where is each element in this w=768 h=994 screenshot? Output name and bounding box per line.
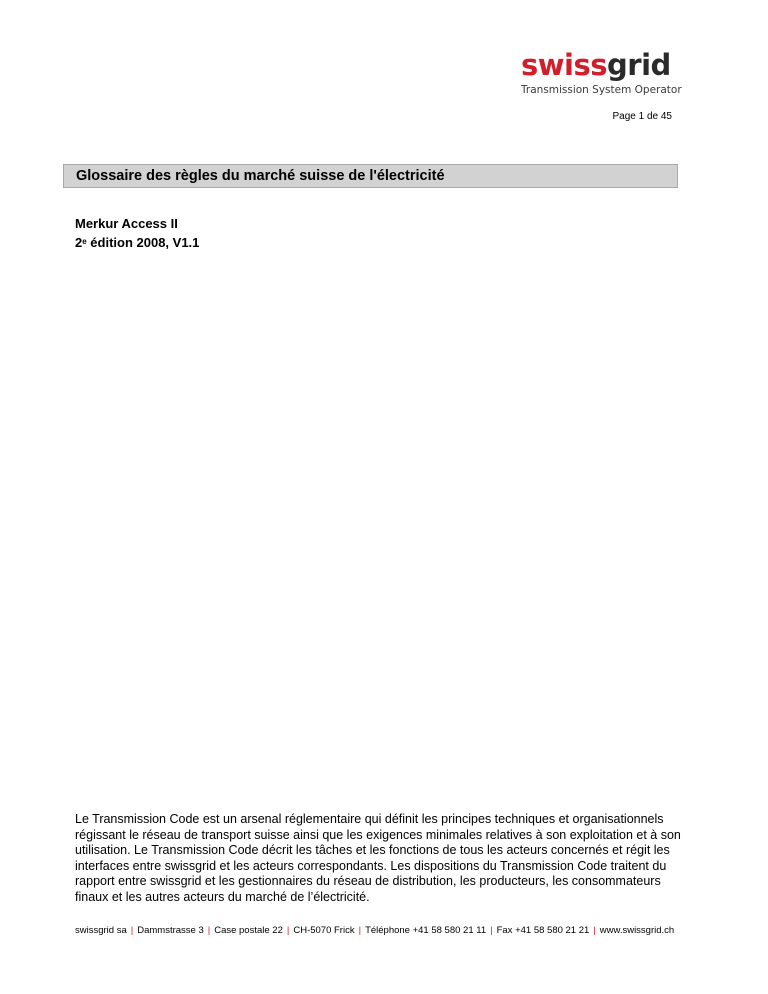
- footer-company: swissgrid sa: [75, 925, 127, 936]
- footer-separator: |: [358, 925, 362, 936]
- footer-separator: |: [130, 925, 134, 936]
- title-bar: [63, 164, 678, 188]
- footer-separator: |: [286, 925, 290, 936]
- edition-superscript: e: [82, 237, 87, 246]
- footer-separator: |: [593, 925, 596, 936]
- swissgrid-logo: [521, 49, 682, 96]
- footer: [75, 925, 674, 936]
- edition-text: édition 2008, V1.1: [86, 235, 200, 250]
- edition-number: 2: [75, 235, 83, 250]
- logo-wordmark: [521, 49, 682, 81]
- document-subtitle: [75, 214, 199, 252]
- intro-paragraph: Le Transmission Code est un arsenal réglementaire qui définit les principes techniques et organisationnels régissant le réseau de transport suisse ainsi que les exigences minimales relatives à son exploitation et à son utilisation. Le Transmission Code décrit les tâches et les fonctions de tous les acteurs concernés et régit les interfaces entre swissgrid et les acteurs correspondants. Les dispositions du Transmission Code traitent du rapport entre swissgrid et les gestionnaires du réseau de distribution, les producteurs, les consommateurs finaux et les autres acteurs du marché de l’électricité.: [75, 812, 681, 904]
- subtitle-line-1: Merkur Access II: [75, 216, 178, 231]
- logo-swiss: swiss: [521, 48, 608, 82]
- footer-separator: |: [207, 925, 211, 936]
- subtitle-line-2: [75, 233, 199, 252]
- footer-phone: Téléphone +41 58 580 21 11: [365, 925, 487, 936]
- footer-city: CH-5070 Frick: [293, 925, 355, 936]
- footer-separator: |: [490, 925, 493, 936]
- document-title: Glossaire des règles du marché suisse de l'électricité: [76, 168, 445, 184]
- footer-website: www.swissgrid.ch: [599, 925, 675, 936]
- logo-tagline: Transmission System Operator: [521, 84, 682, 96]
- footer-street: Dammstrasse 3: [137, 925, 204, 936]
- footer-fax: Fax +41 58 580 21 21: [496, 925, 590, 936]
- footer-postbox: Case postale 22: [214, 925, 283, 936]
- page-number: Page 1 de 45: [612, 111, 672, 122]
- logo-grid: grid: [607, 48, 671, 82]
